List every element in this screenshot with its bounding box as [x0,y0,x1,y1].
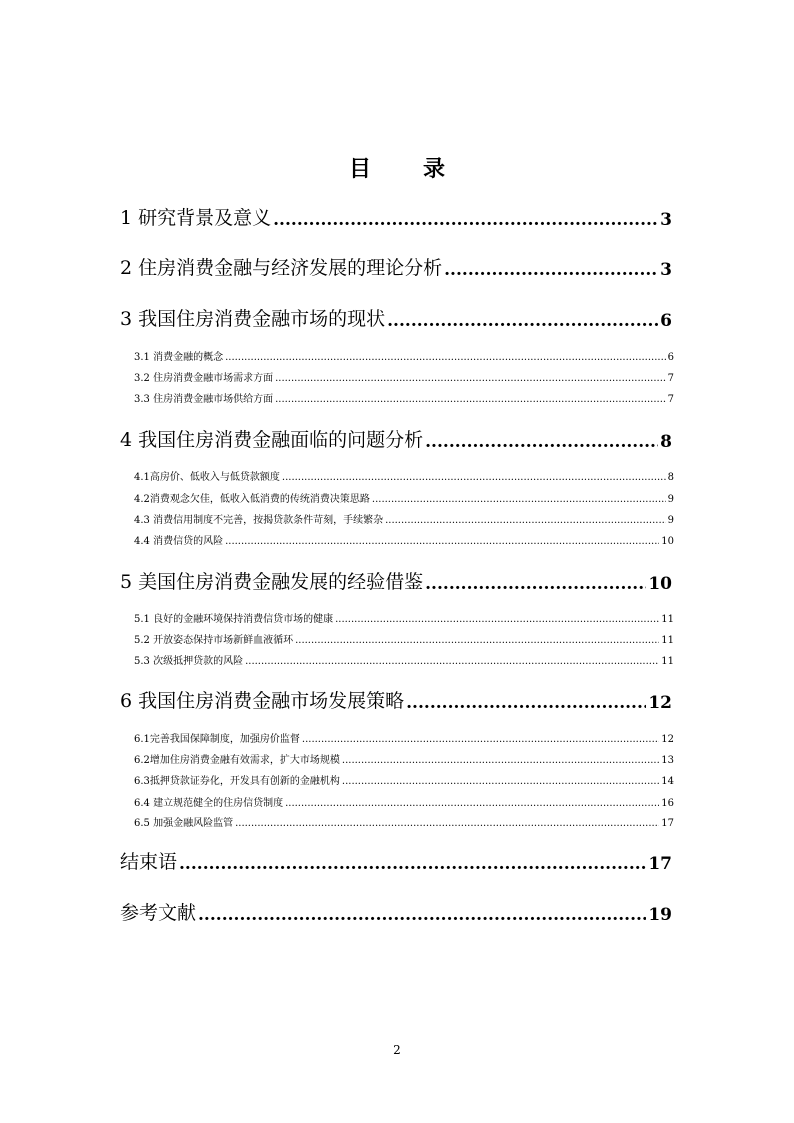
toc-entry[interactable] [134,489,674,505]
toc-entry[interactable] [134,510,674,526]
toc-entry[interactable] [134,630,674,646]
toc-entry-page: 19 [648,905,672,925]
toc-entry[interactable] [120,305,672,331]
toc-entry-label: 5.1 良好的金融环境保持消费信贷市场的健康 [134,614,334,625]
toc-entry[interactable] [134,793,674,809]
toc-entry[interactable] [134,531,674,547]
toc-dot-leader [387,311,658,331]
toc-dot-leader [302,734,659,745]
toc-dot-leader [275,373,666,384]
toc-entry-page: 14 [661,776,674,787]
toc-dot-leader [295,635,659,646]
toc-entry-label: 6.1完善我国保障制度，加强房价监督 [134,734,300,745]
page-number: 2 [393,1043,401,1057]
toc-entry[interactable] [120,899,672,925]
toc-entry[interactable] [120,568,672,594]
toc-entry-label: 4.1高房价、低收入与低贷款额度 [134,472,280,483]
toc-entry[interactable] [134,609,674,625]
toc-entry-page: 3 [660,210,672,230]
toc-entry-page: 12 [648,693,672,713]
toc-dot-leader [342,755,659,766]
toc-entry-label: 参考文献 [120,902,197,924]
toc-entry-page: 13 [661,755,674,766]
toc-entry-page: 3 [660,260,672,280]
toc-entry-page: 7 [667,394,674,405]
toc-entry-page: 9 [667,494,674,505]
toc-entry-label: 3.1 消费金融的概念 [134,352,224,363]
toc-dot-leader [179,854,646,874]
toc-entry-label: 6.3抵押贷款证券化，开发具有创新的金融机构 [134,776,340,787]
toc-entry-page: 17 [661,818,674,829]
toc-entry[interactable] [134,771,674,787]
toc-entry-page: 11 [661,635,674,646]
toc-entry-label: 3 我国住房消费金融市场的现状 [120,308,386,330]
toc-entry-label: 结束语 [120,851,178,873]
toc-entry-label: 2 住房消费金融与经济发展的理论分析 [120,257,443,279]
toc-entry[interactable] [134,651,674,667]
toc-dot-leader [273,210,658,230]
toc-dot-leader [425,432,658,452]
toc-entry-label: 3.2 住房消费金融市场需求方面 [134,373,274,384]
toc-dot-leader [335,614,659,625]
toc-dot-leader [245,656,659,667]
toc-entry-label: 4.2消费观念欠佳，低收入低消费的传统消费决策思路 [134,494,370,505]
toc-dot-leader [444,260,658,280]
toc-entry-label: 6.4 建立规范健全的住房信贷制度 [134,798,284,809]
toc-entry-label: 4.4 消费信贷的风险 [134,536,224,547]
toc-entry-label: 6.2增加住房消费金融有效需求，扩大市场规模 [134,755,340,766]
toc-entry-label: 4 我国住房消费金融面临的问题分析 [120,429,424,451]
toc-entry-label: 6 我国住房消费金融市场发展策略 [120,690,405,712]
toc-entry-page: 8 [667,472,674,483]
toc-entry-label: 6.5 加强金融风险监管 [134,818,234,829]
toc-dot-leader [282,472,666,483]
toc-entry-label: 5 美国住房消费金融发展的经验借鉴 [120,571,424,593]
toc-dot-leader [372,494,666,505]
toc-dot-leader [406,693,646,713]
toc-entry-label: 3.3 住房消费金融市场供给方面 [134,394,274,405]
toc-entry-page: 10 [648,574,672,594]
toc-entry-page: 6 [667,352,674,363]
toc-dot-leader [275,394,666,405]
toc-entry[interactable] [134,368,674,384]
toc-entry-page: 17 [648,854,672,874]
page-title: 目录 [348,156,497,182]
toc-dot-leader [225,536,659,547]
toc-entry-label: 1 研究背景及意义 [120,207,272,229]
toc-dot-leader [285,798,659,809]
toc-entry-page: 9 [667,515,674,526]
toc-entry[interactable] [134,813,674,829]
toc-entry-page: 16 [661,798,674,809]
toc-entry[interactable] [134,467,674,483]
toc-dot-leader [235,818,659,829]
toc-entry-label: 4.3 消费信用制度不完善，按揭贷款条件苛刻，手续繁杂 [134,515,384,526]
toc-entry[interactable] [134,347,674,363]
toc-entry[interactable] [134,389,674,405]
toc-entry-page: 11 [661,614,674,625]
toc-entry-page: 10 [661,536,674,547]
toc-entry-label: 5.2 开放姿态保持市场新鲜血液循环 [134,635,294,646]
toc-entry-page: 12 [661,734,674,745]
toc-dot-leader [198,905,646,925]
toc-dot-leader [342,776,659,787]
toc-entry[interactable] [120,204,672,230]
toc-entry-label: 5.3 次级抵押贷款的风险 [134,656,244,667]
toc-entry-page: 7 [667,373,674,384]
toc-dot-leader [425,574,646,594]
toc-entry[interactable] [120,254,672,280]
toc-entry[interactable] [120,426,672,452]
toc-dot-leader [225,352,666,363]
toc-entry[interactable] [120,848,672,874]
toc-entry-page: 6 [660,311,672,331]
toc-entry[interactable] [134,729,674,745]
toc-dot-leader [385,515,666,526]
toc-entry-page: 11 [661,656,674,667]
toc-entry[interactable] [134,750,674,766]
toc-entry[interactable] [120,687,672,713]
toc-entry-page: 8 [660,432,672,452]
